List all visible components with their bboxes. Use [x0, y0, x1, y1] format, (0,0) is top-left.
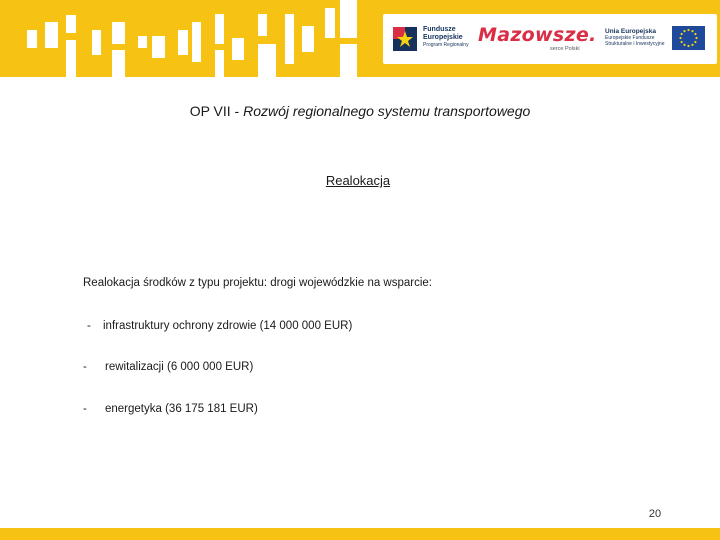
list-dash: -	[83, 361, 87, 373]
page-number: 20	[648, 508, 662, 520]
eu-line2: Europejskie Fundusze	[605, 35, 655, 41]
fe-line3: Program Regionalny	[423, 42, 469, 48]
list-dash: -	[83, 403, 87, 415]
decorative-pattern	[0, 0, 370, 77]
header-band	[0, 0, 720, 77]
footer-band	[0, 528, 720, 540]
fe-line2: Europejskie	[423, 34, 463, 41]
partner-logos	[383, 14, 717, 64]
eu-logo	[605, 22, 715, 58]
eu-line1: Unia Europejska	[605, 28, 656, 35]
mazowsze-logo	[478, 24, 597, 60]
list-item-text: rewitalizacji (6 000 000 EUR)	[105, 361, 254, 373]
fe-star-icon	[391, 25, 419, 53]
section-heading: Realokacja	[325, 173, 391, 188]
mazowsze-tagline: serce Polski	[550, 46, 580, 52]
list-dash: -	[87, 320, 91, 332]
program-name: Rozwój regionalnego systemu transportowego	[243, 103, 531, 119]
fundusze-europejskie-logo	[391, 22, 481, 60]
slide-title	[0, 103, 720, 119]
eu-flag-icon	[672, 26, 705, 50]
program-code: OP VII -	[189, 103, 244, 119]
intro-text: Realokacja środków z typu projektu: drogi wojewódzkie na wsparcie:	[83, 277, 433, 289]
eu-line3: Strukturalne i Inwestycyjne	[605, 41, 665, 47]
mazowsze-word: Mazowsze.	[478, 24, 597, 46]
fe-line1: Fundusze	[423, 26, 456, 33]
list-item-text: infrastruktury ochrony zdrowie (14 000 000 EUR)	[103, 320, 353, 332]
list-item-text: energetyka (36 175 181 EUR)	[105, 403, 258, 415]
